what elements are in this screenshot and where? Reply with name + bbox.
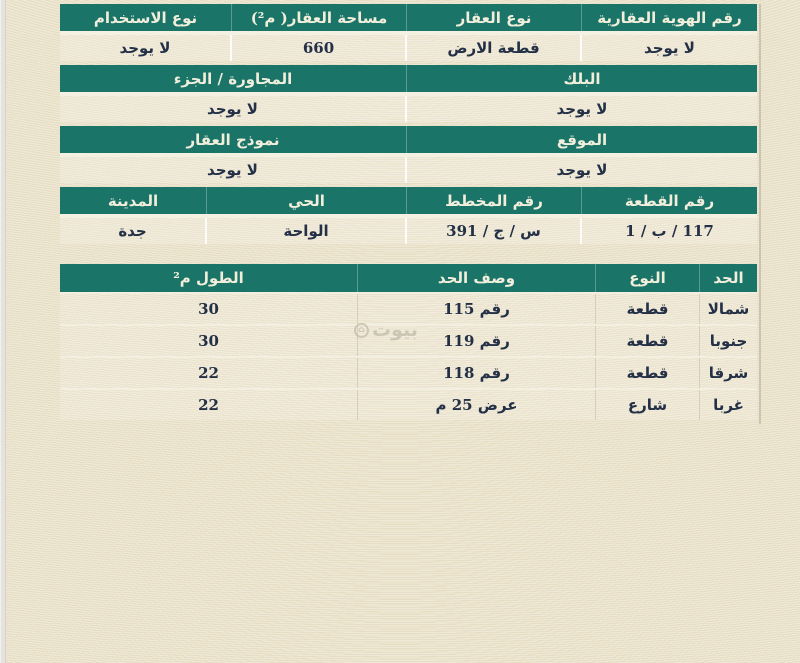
header-block: البلك: [563, 69, 601, 88]
boundary-side: شمالا: [707, 300, 750, 318]
location-model-value-row: [60, 153, 757, 183]
boundary-description: عرض 25 م: [358, 390, 596, 420]
boundary-row-north: [60, 292, 757, 324]
header-property-type: نوع العقار: [407, 4, 582, 31]
header-property-area: مساحة العقار( م²): [232, 4, 407, 31]
bayut-logo-icon: ⌂: [354, 323, 369, 338]
value-usage-type: لا يوجد: [60, 35, 232, 61]
boundary-length: 30: [60, 326, 358, 356]
identity-value-row: [60, 31, 757, 61]
header-location: الموقع: [556, 130, 608, 149]
location-model-section: [60, 126, 757, 183]
identity-header-row: [60, 4, 757, 31]
boundary-description: رقم 115: [358, 294, 596, 324]
location-model-header-row: [60, 126, 757, 153]
block-value-row: [60, 92, 757, 122]
header-usage-type: نوع الاستخدام: [60, 4, 232, 31]
boundary-type: قطعة: [596, 326, 700, 356]
value-property-model: لا يوجد: [60, 157, 407, 183]
header-boundary-type: النوع: [596, 264, 700, 292]
value-plan-number: س / ج / 391: [407, 218, 582, 244]
boundary-length: 22: [60, 390, 358, 420]
boundary-description: رقم 118: [358, 358, 596, 388]
value-neighborhood-part: لا يوجد: [60, 96, 407, 122]
bayut-watermark-text: بيوت: [372, 319, 418, 341]
header-plot-number: رقم القطعة: [624, 191, 715, 210]
boundary-side: جنوبا: [709, 332, 748, 350]
boundary-side: غربا: [713, 396, 744, 414]
boundaries-header-row: [60, 264, 757, 292]
header-boundary-length: الطول م²: [60, 264, 358, 292]
boundary-length: 22: [60, 358, 358, 388]
header-city: المدينة: [60, 187, 207, 214]
boundary-type: شارع: [596, 390, 700, 420]
boundary-row-west: [60, 388, 757, 420]
header-boundary-description: وصف الحد: [358, 264, 596, 292]
boundary-row-south: [60, 324, 757, 356]
value-property-type: قطعة الارض: [407, 35, 582, 61]
boundary-row-east: [60, 356, 757, 388]
value-city: جدة: [60, 218, 207, 244]
boundary-description: رقم 119: [358, 326, 596, 356]
value-property-area: 660: [232, 35, 407, 61]
boundary-type: قطعة: [596, 358, 700, 388]
header-boundary: الحد: [713, 269, 744, 287]
value-plot-number: 117 / ب / 1: [625, 222, 714, 240]
value-block: لا يوجد: [556, 100, 608, 118]
boundary-side: شرقا: [708, 364, 749, 382]
property-details-tables: [60, 4, 757, 424]
boundary-type: قطعة: [596, 294, 700, 324]
header-district: الحي: [207, 187, 407, 214]
block-header-row: [60, 65, 757, 92]
boundaries-section: [60, 264, 757, 420]
header-property-id: رقم الهوية العقارية: [597, 8, 742, 27]
header-neighborhood-part: المجاورة / الجزء: [60, 65, 407, 92]
value-property-id: لا يوجد: [644, 39, 695, 57]
plot-header-row: [60, 187, 757, 214]
plot-section: [60, 187, 757, 244]
identity-section: [60, 4, 757, 61]
boundary-length: 30: [60, 294, 358, 324]
header-property-model: نموذج العقار: [60, 126, 407, 153]
value-location: لا يوجد: [556, 161, 608, 179]
value-district: الواحة: [207, 218, 407, 244]
page-left-edge: [0, 0, 6, 663]
block-section: [60, 65, 757, 122]
plot-value-row: [60, 214, 757, 244]
header-plan-number: رقم المخطط: [407, 187, 582, 214]
